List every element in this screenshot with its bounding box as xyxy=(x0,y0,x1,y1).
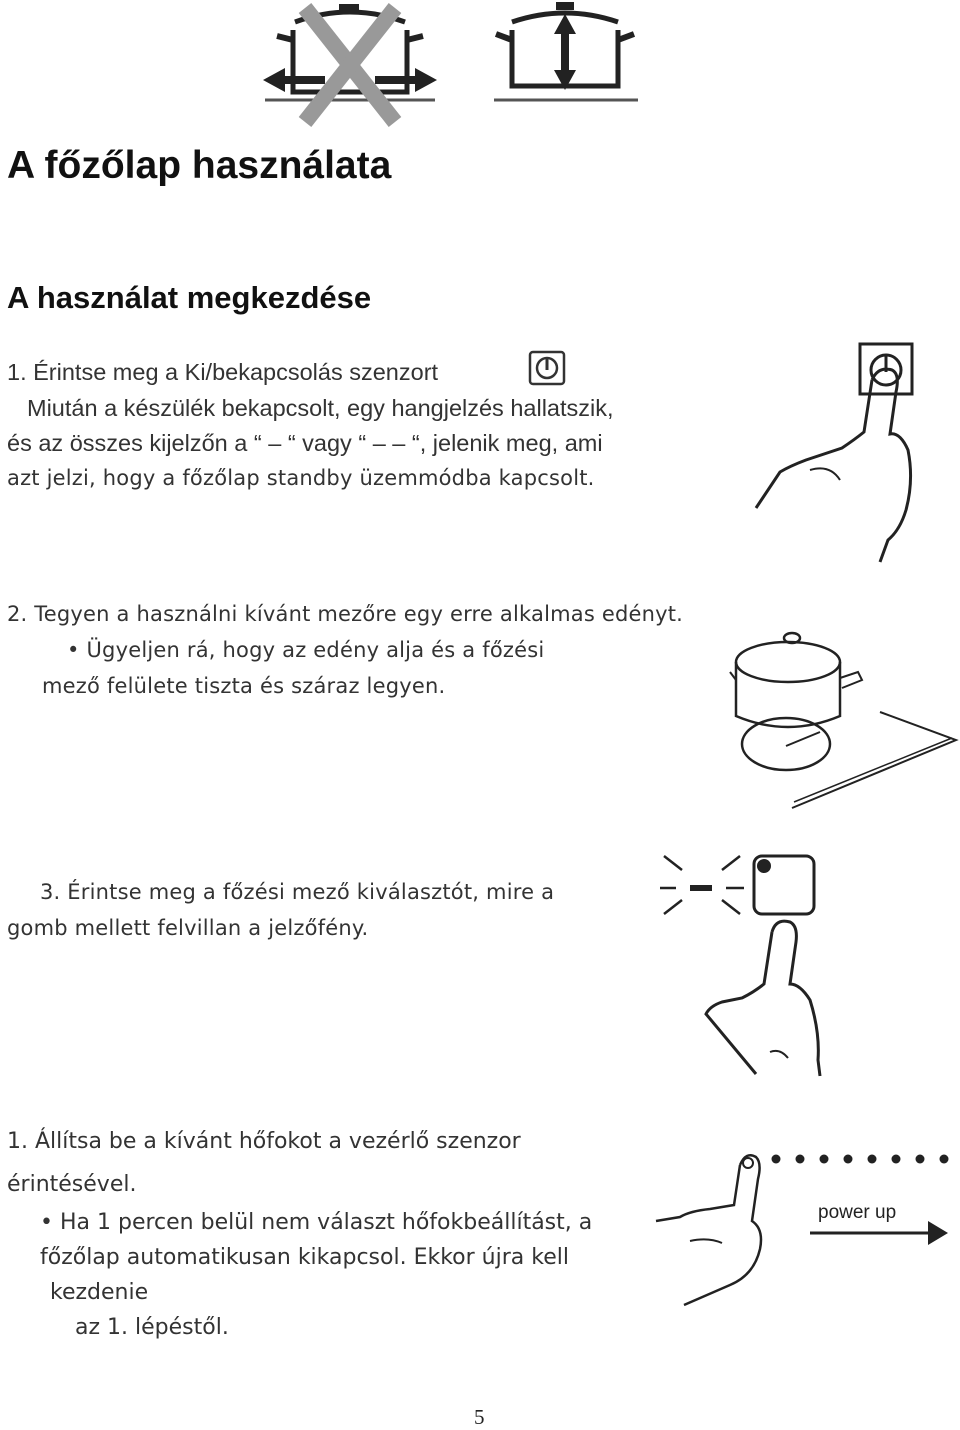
step1-line3: és az összes kijelzőn a “ – “ vagy “ – – “, jelenik meg, ami xyxy=(7,430,603,456)
step4-bullet-line3: kezdenie xyxy=(50,1280,149,1305)
pot-sliding-crossed-icon xyxy=(255,0,445,130)
step2-bullet-line1: • Ügyeljen rá, hogy az edény alja és a főzési xyxy=(67,638,545,662)
zone-selector-light-icon xyxy=(660,852,940,1077)
step1-line1: 1. Érintse meg a Ki/bekapcsolás szenzort xyxy=(7,359,439,385)
power-up-slider-icon xyxy=(650,1145,960,1315)
step3-line1: 3. Érintse meg a főzési mező kiválasztót, mire a xyxy=(40,880,555,904)
section-title: A használat megkezdése xyxy=(7,280,372,315)
finger-press-icon xyxy=(750,340,920,565)
power-sensor-icon xyxy=(528,350,566,386)
step3-line2: gomb mellett felvillan a jelzőfény. xyxy=(7,916,369,940)
step1-line4: azt jelzi, hogy a főzőlap standby üzemmódba kapcsolt. xyxy=(7,466,595,490)
pot-lift-icon xyxy=(490,0,640,110)
step2-bullet-line2: mező felülete tiszta és száraz legyen. xyxy=(42,674,446,698)
pot-on-hob-icon xyxy=(730,620,960,815)
step4-bullet-line1: • Ha 1 percen belül nem választ hőfokbeállítást, a xyxy=(40,1210,593,1235)
step4-bullet-line4: az 1. lépéstől. xyxy=(75,1315,229,1340)
step2-line1: 2. Tegyen a használni kívánt mezőre egy erre alkalmas edényt. xyxy=(7,602,684,626)
step4-line1: 1. Állítsa be a kívánt hőfokot a vezérlő szenzor xyxy=(7,1129,521,1154)
step1-line2: Miután a készülék bekapcsolt, egy hangjelzés hallatszik, xyxy=(27,395,614,421)
step4-bullet-line2: főzőlap automatikusan kikapcsol. Ekkor újra kell xyxy=(40,1245,569,1270)
power-up-label: power up xyxy=(818,1202,897,1223)
page-title: A főzőlap használata xyxy=(7,144,392,187)
step2-bullet-text: Ügyeljen rá, hogy az edény alja és a főzési xyxy=(86,638,545,662)
page-number: 5 xyxy=(474,1405,485,1429)
step4-bullet-text: Ha 1 percen belül nem választ hőfokbeállítást, a xyxy=(59,1210,593,1235)
step4-line2: érintésével. xyxy=(7,1172,137,1197)
